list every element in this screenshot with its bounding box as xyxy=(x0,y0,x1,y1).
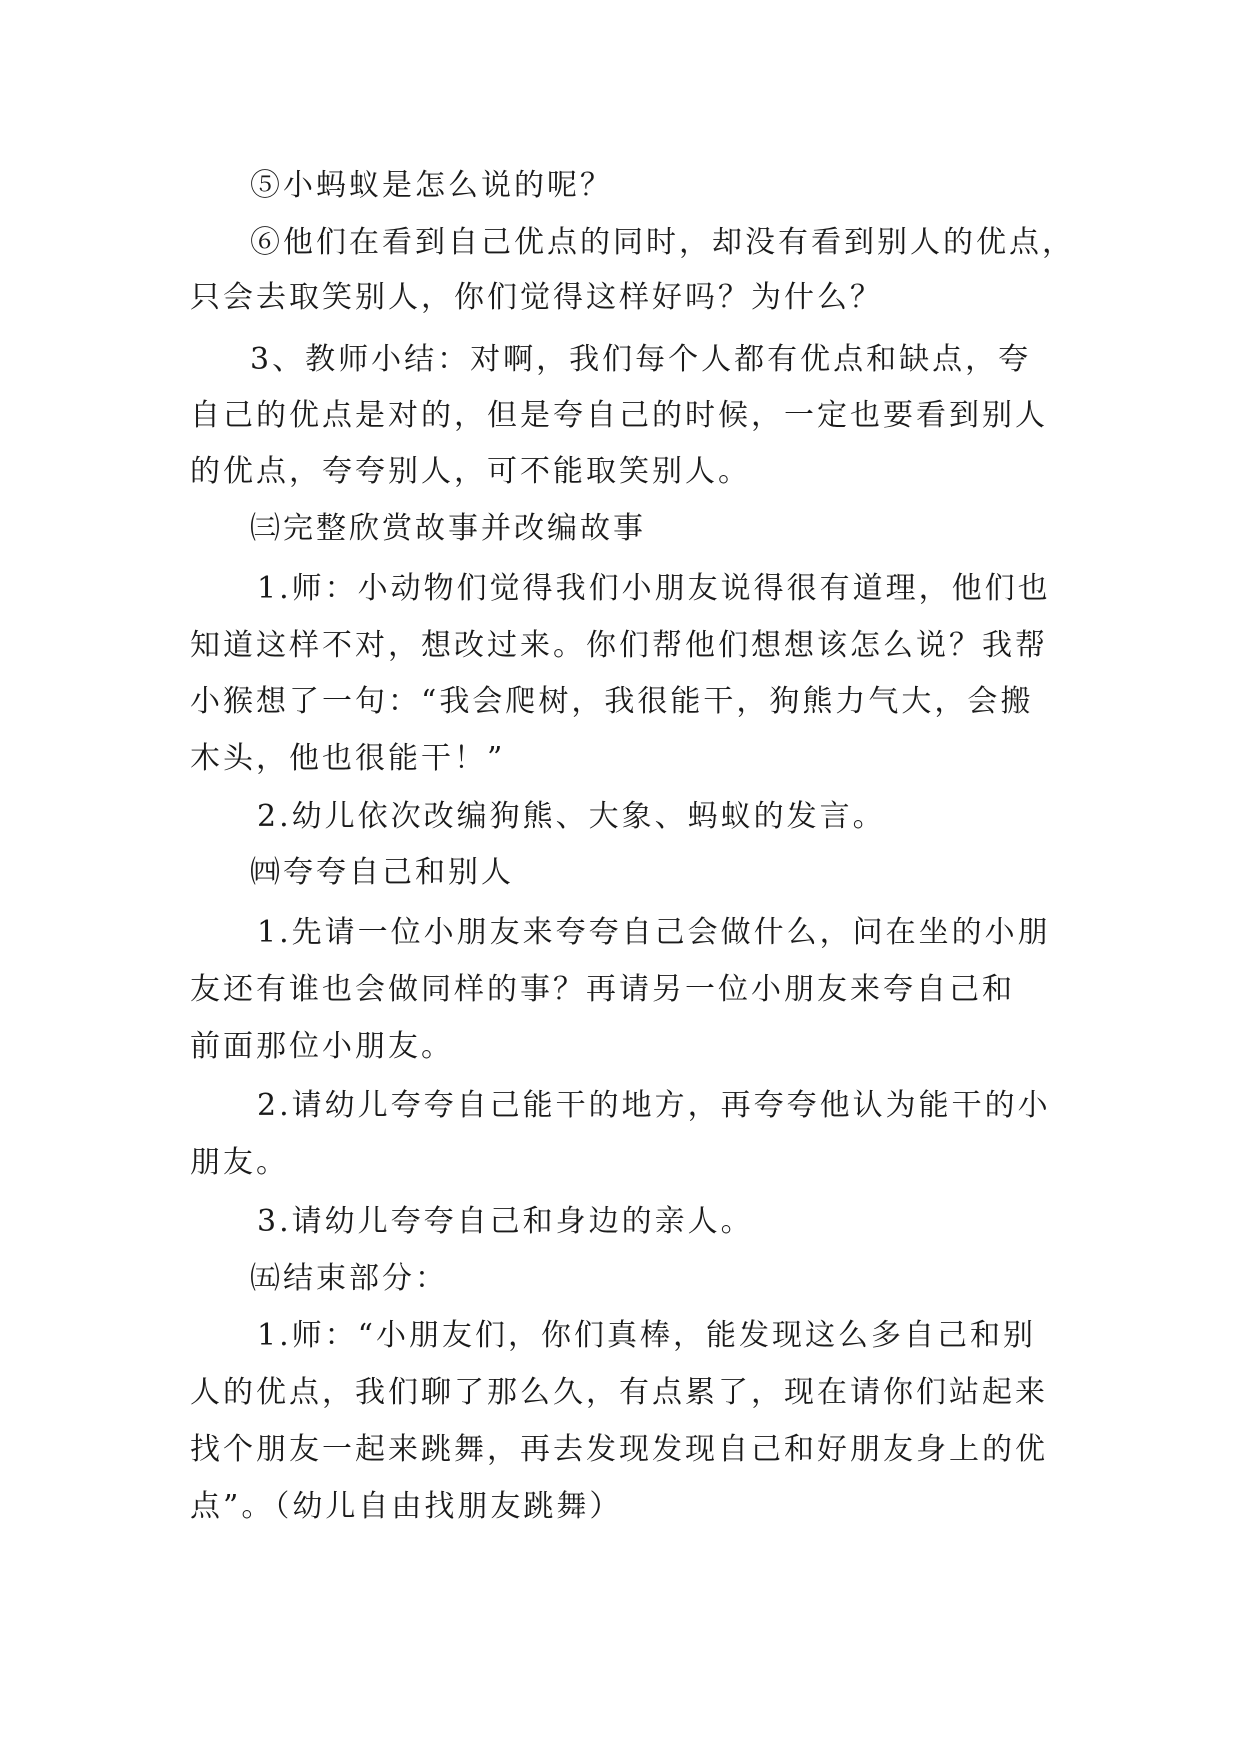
section-heading-4: ㈣夸夸自己和别人 xyxy=(250,855,514,890)
text-line-9: 知道这样不对，想改过来。你们帮他们想想该怎么说？我帮 xyxy=(190,628,1048,663)
text-line-14: 1.先请一位小朋友来夸夸自己会做什么，问在坐的小朋 xyxy=(257,915,1051,950)
text-line-4: 3、教师小结：对啊，我们每个人都有优点和缺点，夸 xyxy=(250,342,1032,377)
text-line-18: 朋友。 xyxy=(190,1145,289,1180)
text-line-23: 找个朋友一起来跳舞，再去发现发现自己和好朋友身上的优 xyxy=(190,1432,1048,1467)
text-line-22: 人的优点，我们聊了那么久，有点累了，现在请你们站起来 xyxy=(190,1375,1048,1410)
text-line-8: 1.师：小动物们觉得我们小朋友说得很有道理，他们也 xyxy=(257,571,1051,606)
text-line-17: 2.请幼儿夸夸自己能干的地方，再夸夸他认为能干的小 xyxy=(257,1088,1051,1123)
text-line-12: 2.幼儿依次改编狗熊、大象、蚂蚁的发言。 xyxy=(257,799,886,834)
text-line-2: ⑥他们在看到自己优点的同时，却没有看到别人的优点， xyxy=(250,225,1075,260)
text-line-5: 自己的优点是对的，但是夸自己的时候，一定也要看到别人 xyxy=(190,398,1048,433)
text-line-21: 1.师：“小朋友们，你们真棒，能发现这么多自己和别 xyxy=(257,1318,1036,1353)
text-line-15: 友还有谁也会做同样的事？再请另一位小朋友来夸自己和 xyxy=(190,972,1015,1007)
text-line-1: ⑤小蚂蚁是怎么说的呢？ xyxy=(250,168,613,203)
text-line-11: 木头，他也很能干！” xyxy=(190,741,506,776)
section-heading-5: ㈤结束部分： xyxy=(250,1261,448,1296)
text-line-3: 只会去取笑别人，你们觉得这样好吗？为什么？ xyxy=(190,280,883,315)
text-line-16: 前面那位小朋友。 xyxy=(190,1029,454,1064)
text-line-10: 小猴想了一句：“我会爬树，我很能干，狗熊力气大，会搬 xyxy=(190,684,1034,719)
text-line-24: 点”。（幼儿自由找朋友跳舞） xyxy=(190,1489,623,1524)
text-line-19: 3.请幼儿夸夸自己和身边的亲人。 xyxy=(257,1204,754,1239)
section-heading-3: ㈢完整欣赏故事并改编故事 xyxy=(250,511,646,546)
text-line-6: 的优点，夸夸别人，可不能取笑别人。 xyxy=(190,454,751,489)
